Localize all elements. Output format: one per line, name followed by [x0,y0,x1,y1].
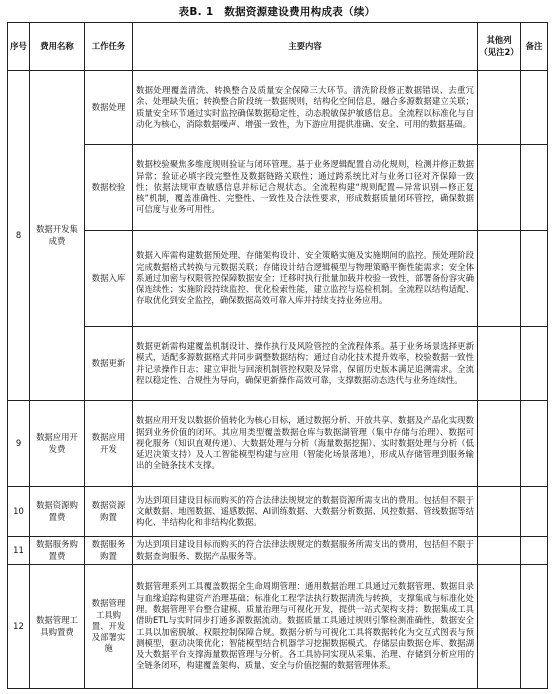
table-row [8,231,548,327]
table-row [8,487,548,537]
row-fee-name: 数据开发集成费 [30,71,85,401]
row-note [521,565,548,689]
table-row [8,327,548,401]
row-note [521,71,548,145]
row-task: 数据应用开发 [85,401,133,487]
row-task: 数据校验 [85,145,133,231]
row-other [478,401,521,487]
table-title: 表B. 1 数据资源建设费用构成表（续） [178,6,376,18]
row-content: 数据管理系列工具覆盖数据全生命周期管理：通用数据治理工具通过元数据管理、数据目录与血缘追踪构建资产治理基础；标准化工程学法执行数据清洗与转换，支撑集成与标准化处理。数据管理平台整合建模、质量治理与可视化开发，提供一站式架构支持；数据集成工具借助ETL与实时同步打通多源数据流动。数据质量工具通过规则引擎检测准确性，数据安全工具以加密脱敏、权限控制保障合规。数据分析与可视化工具将数据转化为交互式图表与预测模型，驱动决策优化；智能模型结合机器学习挖掘数据模式。存储层由数据仓库、数据湖及大数据平台支撑海量数据管理与分析。各工具协同实现从采集、治理、存储到分析应用的全链条闭环，构建覆盖架构、质量、安全与价值挖掘的数据管理体系。 [133,565,478,689]
row-no: 9 [8,401,30,487]
row-no: 8 [8,71,30,401]
header-task: 工作任务 [85,23,133,71]
row-content: 数据应用开发以数据价值转化为核心目标，通过数据分析、开放共享、数据及产品化实现数据到业务价值的闭环。其应用类型覆盖数据仓库与数据湖管理（集中存储与治理）、数据可视化服务（知识直观传递）、大数据处理与分析（海量数据挖掘）、实时数据处理与分析（低延迟决策支持）及人工智能模型构建与应用（智能化场景落地），形成从存储管理到服务输出的全链条技术支撑。 [133,401,478,487]
row-other [478,71,521,145]
row-note [521,487,548,537]
row-task: 数据入库 [85,231,133,327]
row-other [478,565,521,689]
row-fee-name: 数据服务购置费 [30,537,85,565]
row-other [478,231,521,327]
row-task: 数据管理工具购置、开发及部署实施 [85,565,133,689]
row-note [521,327,548,401]
table-header-row [8,23,548,71]
row-task: 数据服务购置 [85,537,133,565]
row-other [478,327,521,401]
header-fee-name: 费用名称 [30,23,85,71]
header-other: 其他列（见注2） [478,23,521,71]
row-content: 数据处理覆盖清洗、转换整合及质量安全保障三大环节。清洗阶段修正数据错误、去重冗余、处理缺失值；转换整合阶段统一数据规则，结构化空间信息，融合多源数据建立关联；质量安全环节通过实时监控确保数据稳定性，动态脱敏保护敏感信息。全流程以标准化与自动化为核心，消除数据噪声、增强一致性，为下游应用提供准确、安全、可用的数据基础。 [133,71,478,145]
header-note: 备注 [521,23,548,71]
row-fee-name: 数据资源购置费 [30,487,85,537]
table-row [8,537,548,565]
header-no: 序号 [8,23,30,71]
row-note [521,145,548,231]
row-content: 为达到项目建设目标而购买的符合法律法规规定的数据资源所需支出的费用。包括但不限于文献数据、地图数据、遥感数据、AI训练数据、大数据分析数据、风控数据、管线数据等结构化、半结构化和非结构化数据。 [133,487,478,537]
row-note [521,537,548,565]
row-task: 数据资源购置 [85,487,133,537]
table-row [8,145,548,231]
row-fee-name: 数据管理工具购置费 [30,565,85,689]
row-content: 数据更新需构建覆盖机制设计、操作执行及风险管控的全流程体系。基于业务场景选择更新模式，适配多源数据格式并同步调整数据结构；通过自动化技术提升效率，校验数据一致性并记录操作日志；建立审批与回滚机制管控权限及异常，保留历史版本满足追溯需求。全流程以稳定性、合规性为导向，确保更新操作高效可靠，支撑数据动态迭代与业务连续性。 [133,327,478,401]
row-other [478,537,521,565]
row-content: 数据校验聚焦多维度规则验证与闭环管理。基于业务逻辑配置自动化规则，检测并修正数据异常；验证必填字段完整性及数据链路关联性；通过跨系统比对与业务口径对齐保障一致性；依据法规审查敏感信息并标记合规状态。全流程构建“规则配置—异常识别—修正复核”机制，覆盖准确性、完整性、一致性及合法性要求，形成数据质量闭环管控，确保数据可信度与业务可用性。 [133,145,478,231]
header-content: 主要内容 [133,23,478,71]
row-no: 10 [8,487,30,537]
row-no: 11 [8,537,30,565]
row-note [521,231,548,327]
row-other [478,145,521,231]
row-note [521,401,548,487]
row-content: 数据入库需构建数据预处理、存储架构设计、安全策略实施及实施期间的监控。预处理阶段完成数据格式转换与元数据关联；存储设计结合逻辑模型与物理策略平衡性能需求；安全体系通过加密与权限管控保障数据安全；迁移时执行批量加载并校验一致性，部署备份容灾确保连续性；实施阶段持续监控、优化检索性能，建立监控与巡检机制。全流程以结构适配、存取优化到安全监控，确保数据高效可靠入库并持续支持业务应用。 [133,231,478,327]
row-fee-name: 数据应用开发费 [30,401,85,487]
row-no: 12 [8,565,30,689]
row-task: 数据处理 [85,71,133,145]
cost-composition-table [7,22,548,689]
table-row [8,401,548,487]
table-row [8,71,548,145]
row-task: 数据更新 [85,327,133,401]
table-row [8,565,548,689]
row-content: 为达到项目建设目标而购买的符合法律法规规定的数据服务所需支出的费用，包括但不限于数据查询服务、数据产品服务等。 [133,537,478,565]
row-other [478,487,521,537]
